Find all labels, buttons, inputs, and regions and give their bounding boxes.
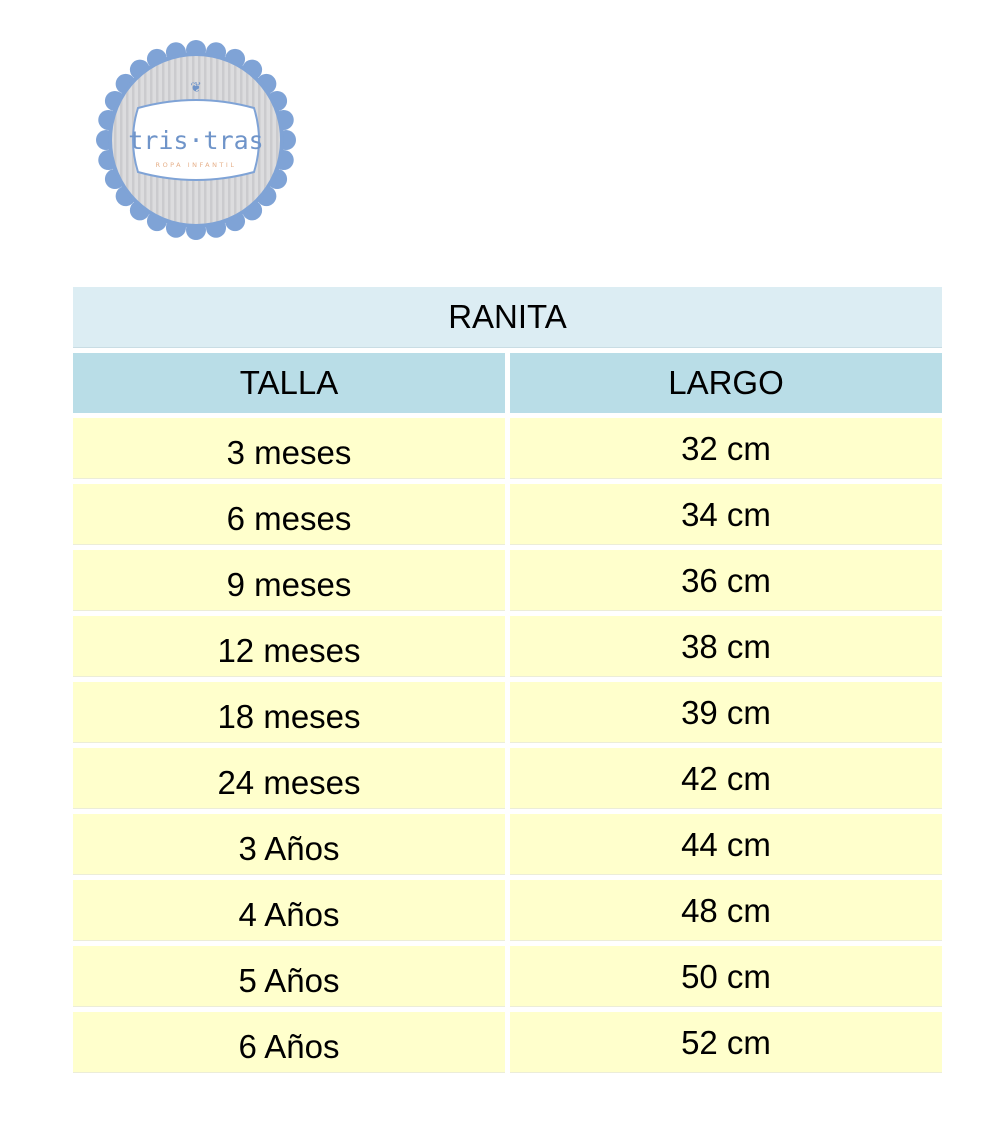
table-title: RANITA bbox=[73, 287, 942, 348]
cell-largo: 32 cm bbox=[510, 418, 942, 479]
cell-talla: 5 Años bbox=[73, 946, 505, 1007]
cell-talla: 18 meses bbox=[73, 682, 505, 743]
header-talla: TALLA bbox=[73, 353, 505, 413]
brand-tagline: ROPA INFANTIL bbox=[155, 161, 237, 169]
cell-largo: 48 cm bbox=[510, 880, 942, 941]
cell-largo: 38 cm bbox=[510, 616, 942, 677]
cell-talla: 6 meses bbox=[73, 484, 505, 545]
cell-largo: 44 cm bbox=[510, 814, 942, 875]
cell-talla: 4 Años bbox=[73, 880, 505, 941]
cell-largo: 50 cm bbox=[510, 946, 942, 1007]
brand-name: tris·tras bbox=[128, 126, 264, 155]
cell-talla: 3 meses bbox=[73, 418, 505, 479]
bow-icon: ❦ bbox=[190, 80, 202, 96]
cell-largo: 34 cm bbox=[510, 484, 942, 545]
cell-talla: 24 meses bbox=[73, 748, 505, 809]
size-table bbox=[73, 287, 942, 1073]
cell-largo: 42 cm bbox=[510, 748, 942, 809]
header-largo: LARGO bbox=[510, 353, 942, 413]
cell-largo: 52 cm bbox=[510, 1012, 942, 1073]
cell-talla: 12 meses bbox=[73, 616, 505, 677]
cell-talla: 3 Años bbox=[73, 814, 505, 875]
brand-logo bbox=[96, 40, 296, 240]
logo-badge bbox=[96, 40, 296, 240]
cell-talla: 6 Años bbox=[73, 1012, 505, 1073]
cell-largo: 36 cm bbox=[510, 550, 942, 611]
cell-talla: 9 meses bbox=[73, 550, 505, 611]
cell-largo: 39 cm bbox=[510, 682, 942, 743]
table-grid bbox=[73, 353, 942, 1073]
